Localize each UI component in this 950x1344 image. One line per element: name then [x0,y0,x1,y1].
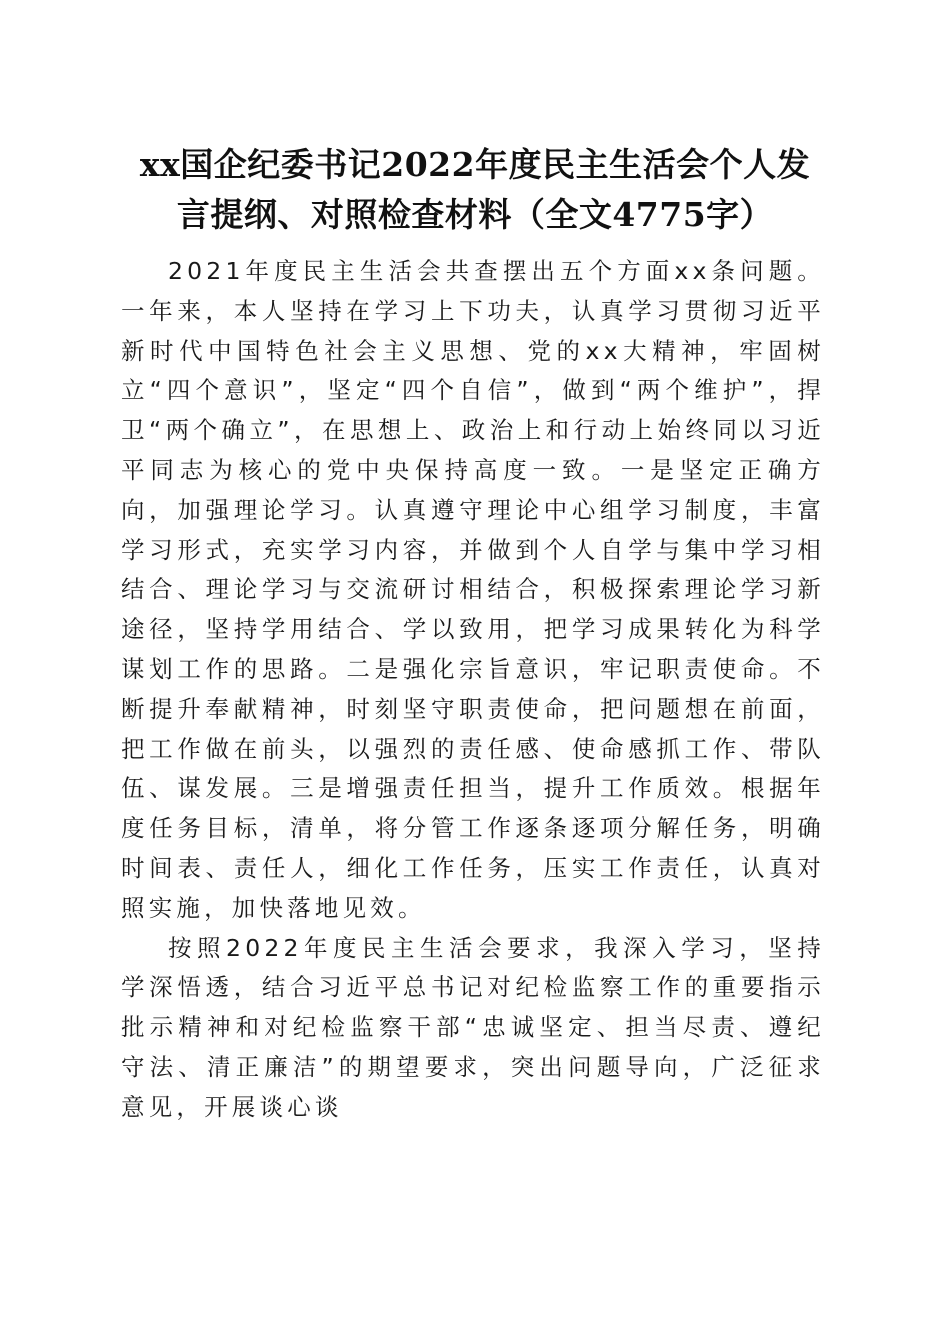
title-line-2: 言提纲、对照检查材料（全文4775字） [176,195,774,234]
paragraph-2: 按照2022年度民主生活会要求，我深入学习，坚持学深悟透，结合习近平总书记对纪检监察工作的重要指示批示精神和对纪检监察干部“忠诚坚定、担当尽责、遵纪守法、清正廉洁”的期望要求，突出问题导向，广泛征求意见，开展谈心谈 [121,933,825,1121]
paragraph-1: 2021年度民主生活会共查摆出五个方面xx条问题。一年来，本人坚持在学习上下功夫，认真学习贯彻习近平新时代中国特色社会主义思想、党的xx大精神，牢固树立“四个意识”，坚定“四个自信”，做到“两个维护”，捍卫“两个确立”，在思想上、政治上和行动上始终同以习近平同志为核心的党中央保持高度一致。一是坚定正确方向，加强理论学习。认真遵守理论中心组学习制度，丰富学习形式，充实学习内容，并做到个人自学与集中学习相结合、理论学习与交流研讨相结合，积极探索理论学习新途径，坚持学用结合、学以致用，把学习成果转化为科学谋划工作的思路。二是强化宗旨意识，牢记职责使命。不断提升奉献精神，时刻坚守职责使命，把问题想在前面，把工作做在前头，以强烈的责任感、使命感抓工作、带队伍、谋发展。三是增强责任担当，提升工作质效。根据年度任务目标，清单，将分管工作逐条逐项分解任务，明确时间表、责任人，细化工作任务，压实工作责任，认真对照实施，加快落地见效。 [121,257,825,922]
title-line-1: xx国企纪委书记2022年度民主生活会个人发 [139,145,811,184]
document-title [100,140,850,240]
document-body [121,252,825,1128]
